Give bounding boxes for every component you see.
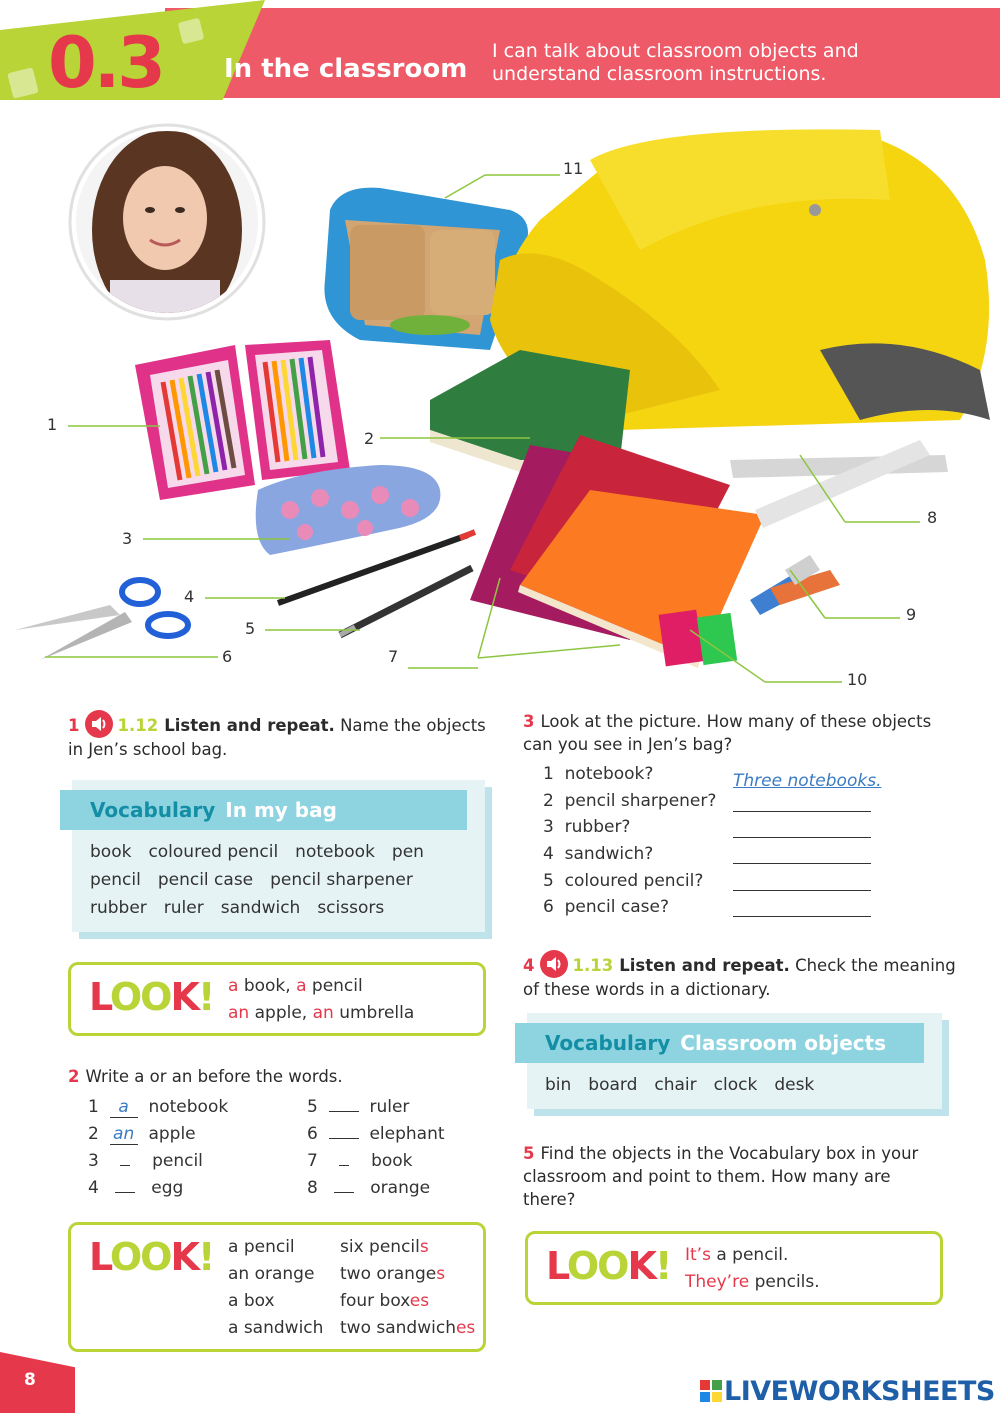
vocabulary-word: pencil case (157, 870, 254, 890)
plural-noun (340, 1288, 475, 1315)
audio-play-icon[interactable] (540, 950, 568, 978)
answer-field[interactable] (339, 1165, 349, 1166)
ex3-answer-row (733, 871, 871, 896)
singular-noun: a pencil (228, 1237, 295, 1257)
look-logo-letter: O (140, 975, 171, 1019)
exercise-instruction-bold: Listen and repeat. (164, 716, 335, 735)
answer-field[interactable]: an (110, 1124, 138, 1145)
picture-label-9: 9 (906, 605, 917, 624)
brand-name: LIVEWORKSHEETS (724, 1376, 995, 1407)
pencil-and-pen (278, 532, 475, 635)
article: a (228, 976, 239, 996)
answer-field[interactable]: Three notebooks. (733, 771, 882, 791)
noun: umbrella (339, 1003, 415, 1023)
answer-field[interactable]: a (110, 1097, 138, 1118)
item-word: elephant (369, 1124, 445, 1144)
ex2-item (307, 1124, 445, 1144)
item-number: 3 (88, 1151, 99, 1171)
vocabulary-box-header (515, 1023, 924, 1063)
look-box-text (685, 1242, 820, 1296)
vocabulary-word: pen (391, 842, 424, 862)
exercise-number: 4 (523, 956, 535, 975)
item-word: egg (151, 1178, 184, 1198)
rulers (730, 440, 948, 528)
ex2-item (88, 1097, 228, 1118)
pencil-sharpeners (659, 610, 738, 667)
exercise-instruction-bold: Listen and repeat. (619, 956, 790, 975)
footer-red-tab (0, 1352, 75, 1413)
vocabulary-word: clock (713, 1075, 758, 1095)
look-logo-letter: ! (197, 975, 214, 1019)
item-question: notebook? (564, 764, 654, 784)
item-word: ruler (369, 1097, 410, 1117)
look-logo-letter: ! (654, 1244, 671, 1288)
answer-field[interactable] (115, 1192, 135, 1193)
look-box-articles (68, 962, 486, 1036)
audio-track-number: 1.13 (572, 956, 614, 975)
look-logo-letter: K (170, 975, 198, 1019)
vocabulary-word: board (588, 1075, 638, 1095)
vocabulary-word: chair (654, 1075, 697, 1095)
sentence-rest: a pencil. (716, 1245, 789, 1265)
exercise-number: 1 (68, 716, 80, 735)
item-word: book (371, 1151, 413, 1171)
ex2-item (88, 1151, 203, 1171)
ex2-item (88, 1124, 196, 1145)
noun: book, (243, 976, 291, 996)
picture-label-6: 6 (222, 647, 233, 666)
item-word: orange (370, 1178, 431, 1198)
liveworksheets-logo-icon (700, 1380, 722, 1402)
vocabulary-box-classroom-objects (527, 1013, 942, 1109)
picture-label-5: 5 (245, 619, 256, 638)
item-number: 2 (543, 791, 554, 811)
ex3-item (543, 871, 703, 891)
exercise-4 (523, 950, 963, 1001)
pronoun-verb: They’re (685, 1272, 750, 1292)
audio-track-number: 1.12 (117, 716, 159, 735)
ex3-answer-row (733, 844, 871, 869)
vocabulary-word: scissors (317, 898, 385, 918)
picture-label-4: 4 (184, 587, 195, 606)
look-logo-letter: O (109, 1235, 141, 1279)
school-bag-photo (0, 100, 1000, 700)
exercise-number: 5 (523, 1144, 535, 1163)
vocabulary-row (90, 866, 441, 894)
rubbers (750, 555, 840, 615)
page-number: 8 (24, 1370, 36, 1390)
answer-field[interactable] (733, 792, 871, 812)
vocabulary-box-in-my-bag (72, 780, 485, 932)
noun: apple, (254, 1003, 308, 1023)
audio-play-icon[interactable] (85, 710, 113, 738)
look-logo-letter: K (627, 1244, 655, 1288)
answer-field[interactable] (334, 1192, 354, 1193)
exercise-number: 2 (68, 1067, 80, 1086)
vocabulary-word: rubber (90, 898, 147, 918)
item-number: 5 (307, 1097, 318, 1117)
look-logo-letter: O (140, 1235, 171, 1279)
answer-field[interactable] (733, 871, 871, 891)
item-word: pencil (152, 1151, 203, 1171)
answer-field[interactable] (329, 1138, 359, 1139)
ex2-item (307, 1178, 430, 1198)
look-box-its-theyre (525, 1231, 943, 1305)
plural-ending: s (419, 1237, 429, 1257)
picture-label-10: 10 (847, 670, 868, 689)
liveworksheets-brand (700, 1376, 995, 1407)
item-number: 8 (307, 1178, 318, 1198)
ex3-item (543, 764, 653, 784)
article: an (312, 1003, 334, 1023)
look-logo-letter: O (109, 975, 141, 1019)
plural-list (340, 1234, 475, 1342)
noun: pencil (311, 976, 363, 996)
vocabulary-title: In my bag (225, 798, 337, 822)
item-number: 6 (543, 897, 554, 917)
ex2-item (307, 1151, 413, 1171)
item-number: 1 (88, 1097, 99, 1117)
item-word: apple (148, 1124, 196, 1144)
item-question: rubber? (564, 817, 631, 837)
pronoun-verb: It’s (685, 1245, 711, 1265)
unit-number: 0.3 (48, 22, 164, 104)
exercise-instruction: Look at the picture. How many of these objects can you see in Jen’s bag? (523, 712, 932, 754)
vocabulary-word: book (90, 842, 132, 862)
vocabulary-word: coloured pencil (148, 842, 279, 862)
article: an (228, 1003, 250, 1023)
item-question: pencil sharpener? (564, 791, 717, 811)
look-box-plurals (68, 1222, 486, 1352)
vocabulary-word: bin (545, 1075, 572, 1095)
exercise-number: 3 (523, 712, 535, 731)
ex3-item (543, 897, 669, 917)
singular-noun: an orange (228, 1264, 315, 1284)
ex2-item (88, 1178, 183, 1198)
vocabulary-word-list (545, 1071, 831, 1099)
vocabulary-word: notebook (295, 842, 375, 862)
vocabulary-word: desk (774, 1075, 815, 1095)
article: a (296, 976, 307, 996)
picture-label-7: 7 (388, 647, 399, 666)
plural-ending: es (455, 1318, 476, 1338)
item-number: 4 (88, 1178, 99, 1198)
plural-stem: six pencil (340, 1237, 420, 1257)
exercise-instruction: Name the objects in Jen’s school bag. (68, 716, 486, 759)
ex3-answer-row (733, 818, 871, 843)
ex3-item (543, 791, 716, 811)
exercise-instruction: Check the meaning of these words in a dictionary. (523, 956, 956, 999)
answer-field[interactable] (733, 844, 871, 864)
vocabulary-word: pencil sharpener (270, 870, 413, 890)
item-number: 6 (307, 1124, 318, 1144)
ex3-answer-row (733, 897, 871, 922)
item-number: 7 (307, 1151, 318, 1171)
exercise-5 (523, 1142, 943, 1211)
item-number: 4 (543, 844, 554, 864)
exercise-2 (68, 1065, 488, 1088)
ex2-item (307, 1097, 409, 1117)
answer-field[interactable] (329, 1111, 359, 1112)
vocabulary-title: Classroom objects (680, 1031, 887, 1055)
vocabulary-word-list (90, 838, 441, 922)
exercise-instruction: Find the objects in the Vocabulary box in your classroom and point to them. How many are there? (523, 1144, 919, 1209)
look-logo-letter: L (89, 975, 110, 1019)
sentence-rest: pencils. (754, 1272, 820, 1292)
item-number: 5 (543, 871, 554, 891)
item-number: 2 (88, 1124, 99, 1144)
vocabulary-row (90, 838, 441, 866)
plural-ending: s (436, 1264, 446, 1284)
picture-label-1: 1 (47, 415, 58, 434)
look-logo (89, 1237, 213, 1277)
singular-noun: a sandwich (228, 1318, 324, 1338)
vocabulary-word: ruler (163, 898, 204, 918)
look-logo-letter: O (597, 1244, 628, 1288)
exercise-instruction: Write a or an before the words. (85, 1067, 343, 1086)
plural-stem: four box (340, 1291, 410, 1311)
look-logo (89, 977, 213, 1017)
picture-label-11: 11 (563, 159, 584, 178)
look-logo-letter: L (546, 1244, 567, 1288)
answer-field[interactable] (120, 1165, 130, 1166)
exercise-3 (523, 710, 953, 756)
item-number: 1 (543, 764, 554, 784)
answer-field[interactable] (733, 897, 871, 917)
picture-label-3: 3 (122, 529, 133, 548)
singular-list (228, 1234, 323, 1342)
picture-label-8: 8 (927, 508, 938, 527)
plural-stem: two sandwich (340, 1318, 456, 1338)
look-logo-letter: L (89, 1235, 110, 1279)
look-logo-letter: ! (197, 1235, 214, 1279)
plural-ending: es (409, 1291, 430, 1311)
vocabulary-word: sandwich (220, 898, 301, 918)
cupcake-pencil-case (256, 465, 441, 555)
lesson-goal: I can talk about classroom objects and understand classroom instructions. (492, 40, 859, 85)
answer-field[interactable] (733, 818, 871, 838)
school-bag-illustration (0, 100, 1000, 700)
look-logo (546, 1246, 670, 1286)
ex3-item (543, 844, 653, 864)
vocabulary-row (90, 894, 441, 922)
item-question: pencil case? (564, 897, 669, 917)
item-number: 3 (543, 817, 554, 837)
plural-noun (340, 1261, 475, 1288)
plural-stem: two orange (340, 1264, 437, 1284)
item-question: coloured pencil? (564, 871, 704, 891)
singular-noun: a box (228, 1291, 275, 1311)
ex3-answer-row (733, 771, 882, 791)
item-question: sandwich? (564, 844, 654, 864)
vocabulary-kicker: Vocabulary (90, 798, 216, 822)
vocabulary-kicker: Vocabulary (545, 1031, 671, 1055)
picture-label-2: 2 (364, 429, 375, 448)
look-logo-letter: O (566, 1244, 598, 1288)
vocabulary-box-header (60, 790, 467, 830)
look-box-text (228, 973, 414, 1027)
vocabulary-word: pencil (90, 870, 141, 890)
exercise-1 (68, 710, 488, 761)
item-word: notebook (148, 1097, 229, 1117)
look-logo-letter: K (170, 1235, 198, 1279)
page-header (0, 0, 1000, 104)
scissors (15, 580, 188, 660)
plural-noun (340, 1234, 475, 1261)
ex3-answer-row (733, 792, 871, 817)
girl-portrait (70, 125, 270, 330)
ex3-item (543, 817, 630, 837)
plural-noun (340, 1315, 475, 1342)
page-title: In the classroom (224, 54, 468, 84)
